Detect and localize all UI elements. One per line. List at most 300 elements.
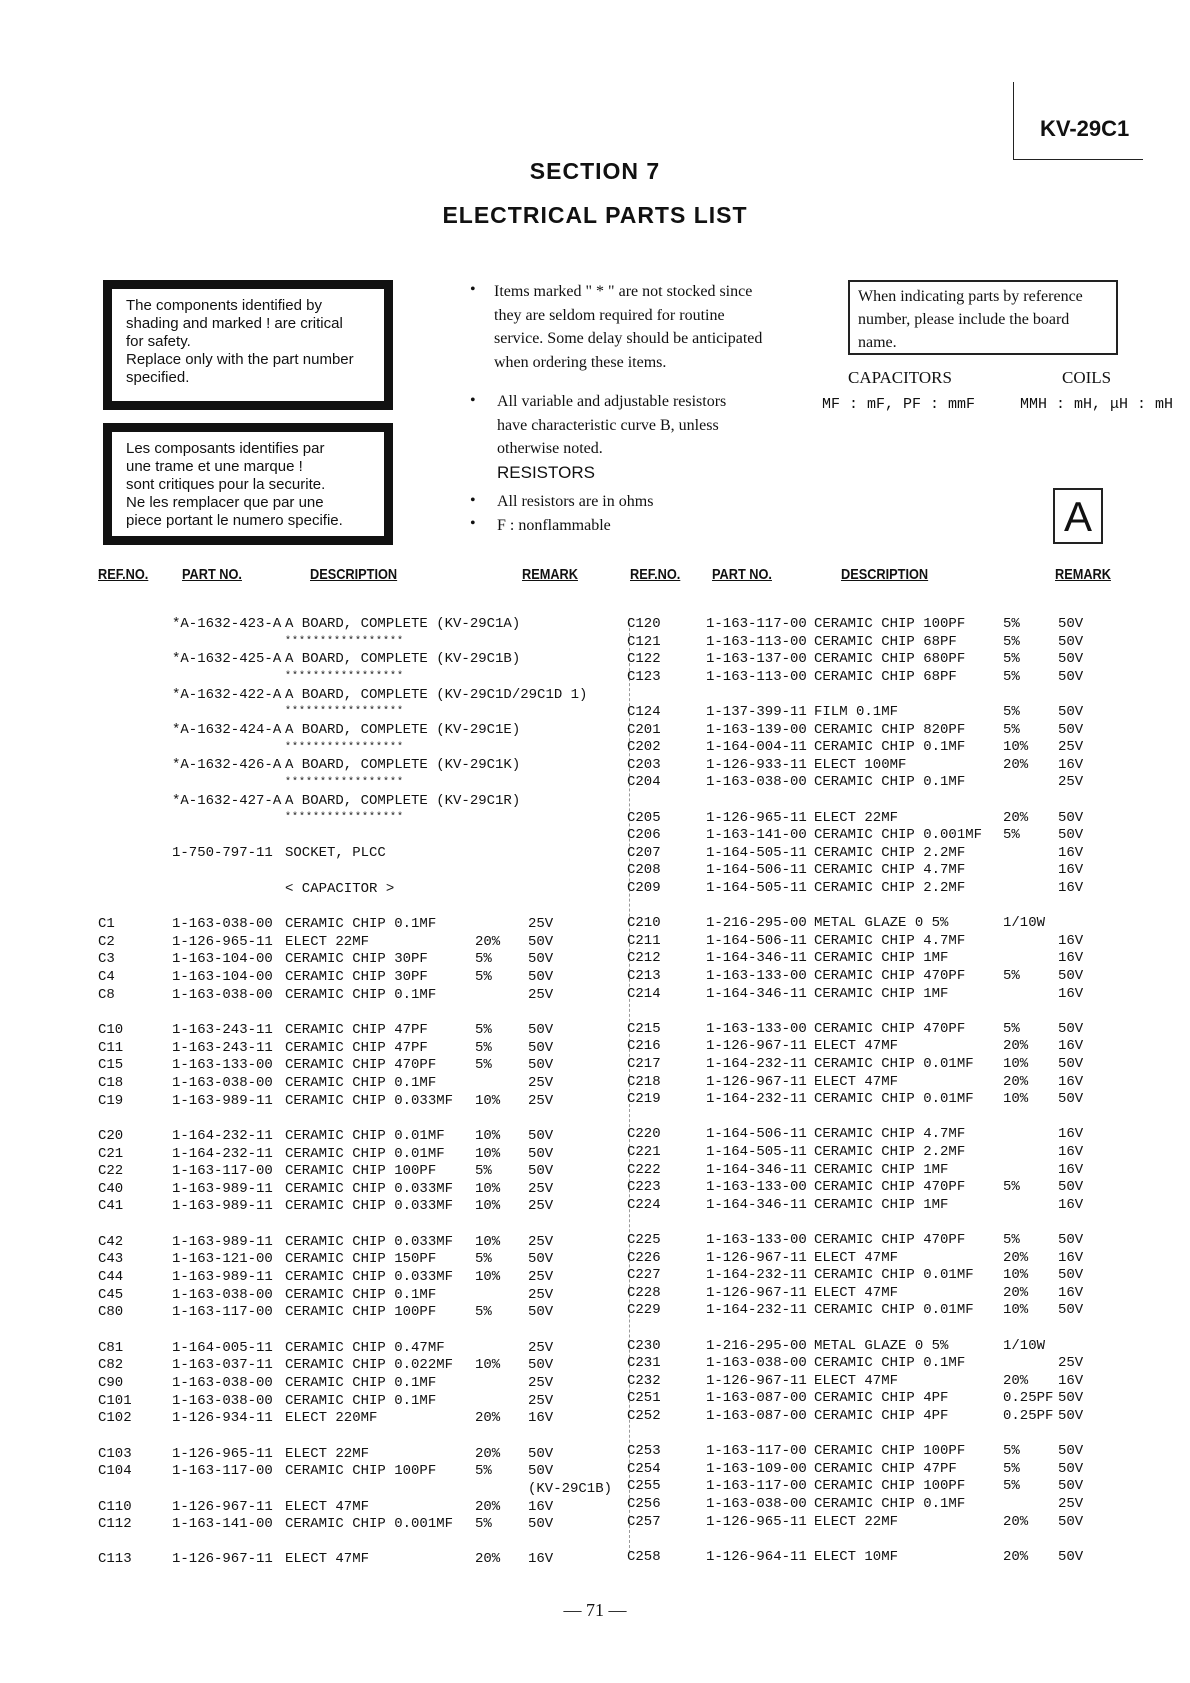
cell-ref: C252 [627, 1408, 661, 1424]
cell-desc: CERAMIC CHIP 0.1MF [814, 739, 966, 756]
cell-part: 1-163-989-11 [172, 1269, 273, 1286]
cell-part: 1-163-038-00 [172, 1074, 273, 1091]
cell-part: 1-163-121-00 [172, 1251, 273, 1268]
cell-tol: 5% [475, 1251, 492, 1268]
cell-desc: CERAMIC CHIP 0.01MF [285, 1127, 445, 1144]
col-part-left: PART NO. [182, 566, 242, 583]
cell-desc: A BOARD, COMPLETE (KV-29C1A) [285, 616, 521, 632]
cell-tol: 10% [475, 1357, 501, 1374]
cell-ref: C253 [627, 1443, 661, 1460]
cell-rating: 50V [1058, 968, 1084, 984]
cell-part: 1-163-133-00 [706, 1232, 807, 1248]
cell-desc: ELECT 47MF [285, 1498, 370, 1515]
cell-ref: C226 [627, 1249, 661, 1266]
cell-ref: C212 [627, 950, 661, 967]
cell-tol: 20% [475, 1445, 501, 1462]
cell-rating: 16V [1058, 1196, 1084, 1213]
cell-ref: C45 [98, 1286, 124, 1303]
cell-desc: ELECT 47MF [285, 1551, 370, 1568]
cell-desc: ELECT 47MF [814, 1038, 899, 1055]
cell-rating: 16V [528, 1498, 554, 1515]
cell-desc: CERAMIC CHIP 4PF [814, 1390, 949, 1407]
cell-desc: < CAPACITOR > [285, 880, 395, 897]
col-desc-right: DESCRIPTION [841, 566, 929, 583]
cell-tol: 20% [1003, 1249, 1029, 1266]
cell-rating: 25V [528, 1092, 554, 1109]
cell-desc: CERAMIC CHIP 4.7MF [814, 862, 966, 879]
resistors-heading: RESISTORS [497, 463, 595, 482]
cell-desc: CERAMIC CHIP 0.022MF [285, 1357, 454, 1374]
cell-ref: C82 [98, 1357, 124, 1374]
cell-tol: 10% [1003, 739, 1029, 756]
cell-ref: C101 [98, 1392, 132, 1409]
cell-rating: 50V [1058, 1232, 1084, 1248]
cell-rating: 50V [528, 1021, 554, 1038]
cell-rating: 16V [1058, 985, 1084, 1002]
cell-desc: ***************** [285, 741, 405, 753]
bullet-icon: • [470, 392, 476, 409]
cell-part: 1-126-967-11 [706, 1249, 807, 1266]
cell-tol: 10% [475, 1269, 501, 1286]
cell-rating: 25V [1058, 739, 1084, 756]
capacitor-units: MF : mF, PF : mmF [822, 396, 976, 413]
cell-ref: C80 [98, 1304, 124, 1321]
cell-part: 1-163-038-00 [172, 916, 273, 933]
cell-tol: 5% [475, 1516, 492, 1533]
cell-desc: CERAMIC CHIP 0.1MF [285, 1392, 437, 1409]
cell-tol: 5% [1003, 633, 1020, 650]
cell-desc: CERAMIC CHIP 680PF [814, 651, 966, 668]
model-rule-vertical [1013, 82, 1014, 160]
cell-tol: 0.25PF [1003, 1390, 1054, 1407]
warning-line: Ne les remplacer que par une [126, 494, 324, 511]
cell-ref: C41 [98, 1198, 124, 1215]
cell-desc: ELECT 22MF [814, 1513, 899, 1530]
cell-tol: 5% [475, 1304, 492, 1321]
col-ref-left: REF.NO. [98, 566, 149, 583]
cell-tol: 5% [1003, 1460, 1020, 1477]
cell-tol: 5% [475, 1463, 492, 1480]
cell-ref: C217 [627, 1056, 661, 1072]
col-desc-left: DESCRIPTION [310, 566, 398, 583]
cell-desc: A BOARD, COMPLETE (KV-29C1E) [285, 721, 521, 738]
cell-ref: C218 [627, 1073, 661, 1090]
cell-part: 1-126-964-11 [706, 1548, 807, 1565]
note-line: service. Some delay should be anticipated [494, 330, 763, 347]
cell-desc: CERAMIC CHIP 4PF [814, 1408, 949, 1424]
cell-desc: ELECT 10MF [814, 1548, 899, 1565]
cell-desc: A BOARD, COMPLETE (KV-29C1R) [285, 792, 521, 809]
cell-part: 1-163-038-00 [172, 1374, 273, 1391]
cell-desc: ELECT 220MF [285, 1410, 378, 1427]
cell-ref: C3 [98, 951, 115, 968]
cell-desc: A BOARD, COMPLETE (KV-29C1B) [285, 651, 521, 668]
cell-part: 1-164-004-11 [706, 739, 807, 756]
cell-rating: 50V [1058, 1179, 1084, 1196]
cell-tol: 5% [475, 969, 492, 985]
cell-desc: CERAMIC CHIP 0.1MF [814, 1355, 966, 1372]
cell-desc: CERAMIC CHIP 30PF [285, 969, 428, 985]
cell-desc: CERAMIC CHIP 100PF [814, 1478, 966, 1495]
warning-line: for safety. [126, 333, 191, 350]
cell-part: 1-163-989-11 [172, 1198, 273, 1215]
cell-rating: 50V [1058, 616, 1084, 632]
cell-rating: 16V [1058, 1161, 1084, 1178]
cell-rating: 50V [1058, 1390, 1084, 1407]
cell-rating: 50V [1058, 1091, 1084, 1108]
cell-rating: 50V [1058, 704, 1084, 720]
cell-ref: C113 [98, 1551, 132, 1568]
cell-rating: 16V [1058, 1144, 1084, 1160]
cell-ref: C20 [98, 1127, 124, 1144]
cell-rating: 50V [1058, 668, 1084, 685]
cell-ref: C225 [627, 1232, 661, 1248]
cell-rating: 50V [528, 1304, 554, 1321]
cell-ref: C203 [627, 756, 661, 773]
cell-desc: SOCKET, PLCC [285, 845, 386, 862]
cell-ref: C44 [98, 1269, 124, 1286]
cell-ref: C209 [627, 880, 661, 896]
cell-part: 1-164-506-11 [706, 862, 807, 879]
cell-desc: CERAMIC CHIP 68PF [814, 668, 957, 685]
cell-desc: CERAMIC CHIP 470PF [814, 1232, 966, 1248]
note-line: have characteristic curve B, unless [497, 416, 719, 434]
cell-ref: C205 [627, 809, 661, 826]
note-line: they are seldom required for routine [494, 306, 725, 324]
cell-desc: ELECT 22MF [285, 933, 370, 950]
warning-line: piece portant le numero specifie. [126, 512, 343, 529]
cell-ref: C215 [627, 1020, 661, 1037]
cell-part: 1-163-137-00 [706, 651, 807, 668]
cell-desc: CERAMIC CHIP 470PF [814, 968, 966, 984]
cell-tol: 5% [475, 951, 492, 968]
cell-desc: CERAMIC CHIP 0.001MF [814, 827, 983, 844]
col-part-right: PART NO. [712, 566, 772, 583]
cell-rating: 16V [1058, 932, 1084, 949]
cell-part: 1-164-505-11 [706, 880, 807, 896]
cell-part: *A-1632-426-A [172, 757, 282, 774]
cell-part: 1-164-232-11 [172, 1127, 273, 1144]
cell-part: *A-1632-424-A [172, 721, 282, 738]
cell-rating: 25V [528, 1339, 554, 1356]
cell-rating: 50V [1058, 1056, 1084, 1072]
cell-part: 1-126-934-11 [172, 1410, 273, 1427]
cell-ref: C210 [627, 915, 661, 932]
cell-rating: 50V [1058, 1020, 1084, 1037]
bullet-icon: • [470, 281, 476, 298]
cell-ref: C204 [627, 774, 661, 791]
cell-rating: 25V [1058, 1496, 1084, 1512]
cell-part: 1-163-243-11 [172, 1039, 273, 1056]
cell-part: 1-163-104-00 [172, 951, 273, 968]
cell-tol: 1/10W [1003, 915, 1046, 932]
cell-desc: CERAMIC CHIP 100PF [285, 1304, 437, 1321]
cell-part: 1-163-117-00 [172, 1463, 273, 1480]
cell-desc: CERAMIC CHIP 47PF [285, 1021, 428, 1038]
cell-tol: 10% [475, 1180, 501, 1197]
cell-tol: 20% [1003, 809, 1029, 826]
cell-part: *A-1632-427-A [172, 792, 282, 809]
cell-tol: 10% [475, 1198, 501, 1215]
cell-tol: 10% [1003, 1302, 1029, 1319]
cell-part: 1-163-113-00 [706, 633, 807, 650]
cell-rating: 25V [528, 1180, 554, 1197]
cell-ref: C224 [627, 1196, 661, 1213]
cell-desc: ELECT 47MF [814, 1249, 899, 1266]
cell-part: 1-163-113-00 [706, 668, 807, 685]
cell-rating: 50V [528, 933, 554, 950]
cell-desc: CERAMIC CHIP 0.033MF [285, 1233, 454, 1250]
cell-desc: CERAMIC CHIP 0.01MF [814, 1267, 974, 1284]
warning-line: Replace only with the part number [126, 351, 354, 368]
cell-part: 1-163-989-11 [172, 1180, 273, 1197]
cell-rating: 50V [528, 1463, 554, 1480]
cell-part: 1-126-967-11 [706, 1284, 807, 1301]
cell-part: 1-164-232-11 [172, 1145, 273, 1162]
cell-ref: C251 [627, 1390, 661, 1407]
cell-part: 1-163-139-00 [706, 721, 807, 738]
cell-part: 1-750-797-11 [172, 845, 273, 862]
cell-part: 1-163-038-00 [172, 1392, 273, 1409]
cell-ref: C254 [627, 1460, 661, 1477]
coils-heading: COILS [1062, 368, 1112, 387]
cell-desc: CERAMIC CHIP 1MF [814, 985, 949, 1002]
safety-warning-french [103, 423, 393, 545]
cell-ref: C257 [627, 1513, 661, 1530]
cell-ref: C222 [627, 1161, 661, 1178]
cell-part: 1-126-965-11 [706, 809, 807, 826]
cell-part: 1-163-989-11 [172, 1233, 273, 1250]
cell-part: 1-126-967-11 [706, 1038, 807, 1055]
cell-rating: 16V [1058, 880, 1084, 896]
cell-desc: CERAMIC CHIP 4.7MF [814, 932, 966, 949]
cell-ref: C15 [98, 1057, 124, 1074]
cell-rating: 16V [1058, 950, 1084, 967]
cell-tol: 20% [475, 1498, 501, 1515]
cell-ref: C221 [627, 1144, 661, 1160]
cell-rating: 50V [528, 1163, 554, 1180]
cell-rating: 50V [1058, 809, 1084, 826]
note-line: otherwise noted. [497, 440, 603, 457]
cell-ref: C22 [98, 1163, 124, 1180]
cell-desc: CERAMIC CHIP 1MF [814, 1196, 949, 1213]
cell-desc: ***************** [285, 635, 405, 647]
cell-desc: ***************** [285, 776, 405, 788]
cell-rating: 50V [528, 969, 554, 985]
cell-desc: ELECT 22MF [814, 809, 899, 826]
cell-tol: 5% [475, 1057, 492, 1074]
cell-ref: C102 [98, 1410, 132, 1427]
page-title: ELECTRICAL PARTS LIST [442, 202, 748, 228]
cell-tol: 5% [1003, 616, 1020, 632]
cell-part: 1-163-141-00 [172, 1516, 273, 1533]
cell-part: 1-137-399-11 [706, 704, 807, 720]
cell-part: 1-163-117-00 [706, 616, 807, 632]
cell-ref: C230 [627, 1337, 661, 1354]
cell-desc: CERAMIC CHIP 0.01MF [285, 1145, 445, 1162]
cell-part: 1-163-989-11 [172, 1092, 273, 1109]
cell-desc: ELECT 47MF [814, 1073, 899, 1090]
cell-ref: C18 [98, 1074, 124, 1091]
cell-rating: 50V [528, 1357, 554, 1374]
cell-part: 1-163-038-00 [172, 986, 273, 1003]
cell-rating: 25V [1058, 774, 1084, 791]
cell-desc: ELECT 47MF [814, 1284, 899, 1301]
cell-tol: 5% [1003, 1179, 1020, 1196]
cell-part: 1-163-133-00 [706, 1020, 807, 1037]
cell-rating: 25V [528, 1392, 554, 1409]
cell-ref: C121 [627, 633, 661, 650]
cell-tol: 5% [475, 1163, 492, 1180]
cell-rating: 50V [528, 951, 554, 968]
cell-desc: ***************** [285, 670, 405, 682]
cell-rating: 50V [1058, 1478, 1084, 1495]
cell-desc: CERAMIC CHIP 1MF [814, 1161, 949, 1178]
cell-desc: CERAMIC CHIP 68PF [814, 633, 957, 650]
cell-tol: 20% [1003, 1513, 1029, 1530]
cell-rating: 25V [528, 1074, 554, 1091]
cell-part: 1-163-133-00 [172, 1057, 273, 1074]
cell-ref: C112 [98, 1516, 132, 1533]
cell-desc: ELECT 47MF [814, 1372, 899, 1389]
cell-desc: CERAMIC CHIP 0.1MF [285, 1074, 437, 1091]
cell-rating: 25V [528, 916, 554, 933]
cell-ref: C81 [98, 1339, 124, 1356]
cell-rating: 50V [1058, 1408, 1084, 1424]
cell-part: 1-163-038-00 [706, 1496, 807, 1512]
cell-desc: CERAMIC CHIP 100PF [285, 1163, 437, 1180]
cell-part: 1-164-005-11 [172, 1339, 273, 1356]
cell-rating: 25V [528, 986, 554, 1003]
ohms-note: All resistors are in ohms [497, 493, 654, 510]
cell-rating: 25V [1058, 1355, 1084, 1372]
cell-part: 1-163-038-00 [706, 774, 807, 791]
cell-tol: 10% [475, 1127, 501, 1144]
cell-part: 1-164-232-11 [706, 1091, 807, 1108]
cell-part: *A-1632-423-A [172, 616, 282, 632]
cell-tol: 5% [1003, 968, 1020, 984]
cell-ref: C208 [627, 862, 661, 879]
cell-part: 1-163-117-00 [706, 1443, 807, 1460]
board-letter-box: A [1053, 488, 1103, 544]
cell-ref: C211 [627, 932, 661, 949]
cell-desc: CERAMIC CHIP 30PF [285, 951, 428, 968]
cell-ref: C214 [627, 985, 661, 1002]
cell-rating: 50V [1058, 1513, 1084, 1530]
cell-part: 1-163-038-00 [706, 1355, 807, 1372]
cell-ref: C201 [627, 721, 661, 738]
warning-line: une trame et une marque ! [126, 458, 303, 475]
cell-rating: 50V [528, 1445, 554, 1462]
cell-rating: 50V [528, 1057, 554, 1074]
cell-ref: C207 [627, 844, 661, 861]
cell-tol: 10% [1003, 1267, 1029, 1284]
cell-part: 1-163-243-11 [172, 1021, 273, 1038]
capacitors-heading: CAPACITORS [848, 368, 952, 387]
col-remark-right: REMARK [1055, 566, 1111, 583]
cell-desc: CERAMIC CHIP 470PF [285, 1057, 437, 1074]
cell-tol: 20% [1003, 1038, 1029, 1055]
cell-rating: 50V [528, 1039, 554, 1056]
cell-desc: CERAMIC CHIP 2.2MF [814, 844, 966, 861]
cell-tol: 5% [475, 1039, 492, 1056]
cell-part: 1-163-133-00 [706, 968, 807, 984]
cell-rating: 50V [1058, 827, 1084, 844]
cell-tol: 5% [1003, 1443, 1020, 1460]
note-line: Items marked " * " are not stocked since [494, 283, 753, 300]
cell-desc: CERAMIC CHIP 0.1MF [285, 916, 437, 933]
cell-part: 1-164-232-11 [706, 1056, 807, 1072]
cell-tol: 20% [475, 1410, 501, 1427]
cell-rating: 16V [1058, 1372, 1084, 1389]
cell-desc: A BOARD, COMPLETE (KV-29C1K) [285, 757, 521, 774]
cell-desc: CERAMIC CHIP 100PF [814, 616, 966, 632]
warning-line: The components identified by [126, 297, 322, 314]
col-ref-right: REF.NO. [630, 566, 681, 583]
cell-desc: METAL GLAZE 0 5% [814, 915, 949, 932]
cell-part: 1-126-933-11 [706, 756, 807, 773]
cell-ref: C104 [98, 1463, 132, 1480]
cell-tol: 20% [1003, 1548, 1029, 1565]
cell-desc: CERAMIC CHIP 47PF [814, 1460, 957, 1477]
cell-desc: CERAMIC CHIP 0.01MF [814, 1302, 974, 1319]
cell-rating: 50V [1058, 633, 1084, 650]
cell-part: 1-163-141-00 [706, 827, 807, 844]
cell-part: 1-163-117-00 [706, 1478, 807, 1495]
cell-desc: CERAMIC CHIP 4.7MF [814, 1126, 966, 1143]
cell-part: *A-1632-422-A [172, 686, 282, 703]
cell-rating: 50V [528, 1127, 554, 1144]
cell-part: 1-216-295-00 [706, 915, 807, 932]
cell-desc: METAL GLAZE 0 5% [814, 1337, 949, 1354]
cell-desc: CERAMIC CHIP 0.033MF [285, 1092, 454, 1109]
cell-desc: CERAMIC CHIP 0.47MF [285, 1339, 445, 1356]
cell-ref: C10 [98, 1021, 124, 1038]
model-number: KV-29C1 [1040, 116, 1130, 141]
cell-rating: 25V [528, 1269, 554, 1286]
cell-rating: 50V [1058, 1460, 1084, 1477]
cell-tol: 1/10W [1003, 1337, 1046, 1354]
cell-part: 1-126-965-11 [706, 1513, 807, 1530]
cell-rating: 50V [1058, 651, 1084, 668]
cell-rating: 50V [528, 1145, 554, 1162]
cell-ref: C231 [627, 1355, 661, 1372]
cell-ref: C255 [627, 1478, 661, 1495]
cell-tol: 5% [1003, 1232, 1020, 1248]
cell-desc: CERAMIC CHIP 820PF [814, 721, 966, 738]
cell-ref: C19 [98, 1092, 124, 1109]
cell-desc: A BOARD, COMPLETE (KV-29C1D/29C1D 1) [285, 686, 588, 703]
cell-part: 1-126-965-11 [172, 933, 273, 950]
cell-part: 1-126-967-11 [172, 1551, 273, 1568]
cell-part: 1-163-109-00 [706, 1460, 807, 1477]
cell-ref: C42 [98, 1233, 124, 1250]
cell-part: 1-164-346-11 [706, 950, 807, 967]
cell-tol: 10% [475, 1145, 501, 1162]
cell-rating: 16V [1058, 1249, 1084, 1266]
cell-desc: CERAMIC CHIP 150PF [285, 1251, 437, 1268]
cell-desc: CERAMIC CHIP 0.01MF [814, 1091, 974, 1108]
cell-rating: 16V [1058, 1126, 1084, 1143]
cell-part: 1-126-967-11 [172, 1498, 273, 1515]
cell-ref: C8 [98, 986, 115, 1003]
cell-rating: 16V [1058, 1284, 1084, 1301]
cell-tol: 5% [1003, 668, 1020, 685]
cell-ref: C1 [98, 916, 115, 933]
cell-desc: CERAMIC CHIP 2.2MF [814, 1144, 966, 1160]
cell-tol: 20% [475, 933, 501, 950]
cell-ref: C90 [98, 1374, 124, 1391]
